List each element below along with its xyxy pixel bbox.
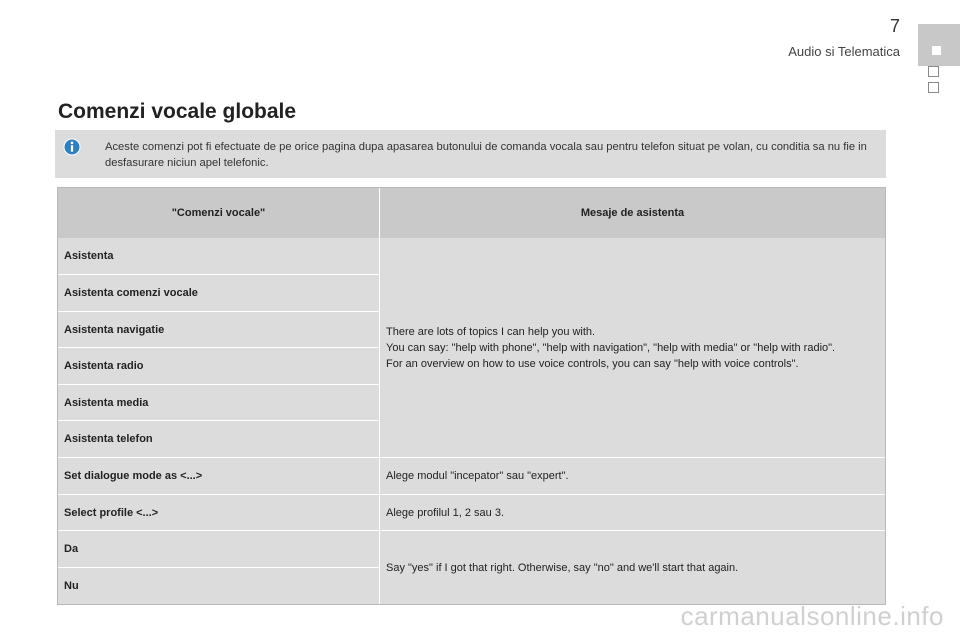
chapter-tab-3[interactable] xyxy=(928,82,939,93)
chapter-tab-2[interactable] xyxy=(928,66,939,77)
page-number: 7 xyxy=(889,16,900,36)
header-messages: Mesaje de asistenta xyxy=(380,188,885,238)
message-line: There are lots of topics I can help you with. xyxy=(386,325,596,338)
message-cell: Alege modul "incepator" sau "expert". xyxy=(380,458,885,495)
info-note xyxy=(55,130,886,178)
info-text: Aceste comenzi pot fi efectuate de pe orice pagina dupa apasarea butonului de comanda vocala sau pentru telefon situat pe volan, cu conditia sa nu fie in desfasurare niciun apel telefonic. xyxy=(105,141,867,169)
page-title: Comenzi vocale globale xyxy=(58,100,297,123)
command-cell: Asistenta media xyxy=(58,385,379,421)
message-line: For an overview on how to use voice controls, you can say "help with voice controls". xyxy=(386,357,799,370)
section-name: Audio si Telematica xyxy=(788,44,900,59)
message-cell: Alege profilul 1, 2 sau 3. xyxy=(380,495,885,531)
voice-commands-table xyxy=(57,187,886,605)
command-cell: Asistenta navigatie xyxy=(58,312,379,348)
message-cell-help xyxy=(380,238,885,458)
command-cell: Nu xyxy=(58,568,379,604)
chapter-tab-active[interactable] xyxy=(918,24,960,66)
command-cell: Select profile <...> xyxy=(58,495,379,531)
chapter-tabs xyxy=(918,0,960,640)
command-cell: Asistenta xyxy=(58,238,379,275)
command-cell: Asistenta radio xyxy=(58,348,379,385)
info-icon xyxy=(63,138,81,156)
command-cell: Asistenta comenzi vocale xyxy=(58,275,379,312)
message-cell: Say "yes" if I got that right. Otherwise, say "no" and we'll start that again. xyxy=(380,531,885,604)
message-line: You can say: "help with phone", "help with navigation", "help with media" or "help with radio". xyxy=(386,341,836,354)
command-cell: Da xyxy=(58,531,379,568)
command-cell: Set dialogue mode as <...> xyxy=(58,458,379,495)
header-commands: "Comenzi vocale" xyxy=(58,188,379,238)
active-tab-marker xyxy=(932,46,941,55)
watermark: carmanualsonline.info xyxy=(680,601,944,631)
command-cell: Asistenta telefon xyxy=(58,421,379,458)
column-divider xyxy=(379,188,380,604)
